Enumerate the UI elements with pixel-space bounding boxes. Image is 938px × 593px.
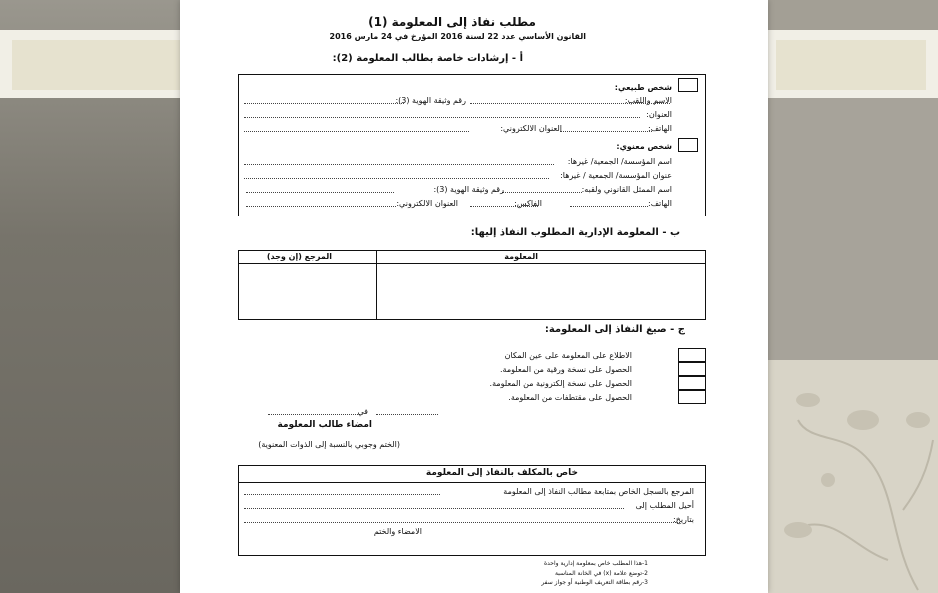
col-info-header: المعلومة [504, 252, 538, 261]
fax-label: الفاكس: [514, 199, 542, 208]
org-address-field[interactable] [244, 178, 549, 179]
officer-box-header-divider [238, 482, 706, 483]
name-field[interactable] [470, 103, 670, 104]
option-excerpts-label: الحصول على مقتطفات من المعلومة. [508, 393, 632, 402]
date-field[interactable] [244, 522, 680, 523]
forward-field[interactable] [244, 508, 624, 509]
org-name-field[interactable] [244, 164, 554, 165]
form-subtitle: القانون الأساسي عدد 22 لسنة 2016 المؤرخ في 24 مارس 2016 [329, 32, 586, 41]
info-cell[interactable] [377, 264, 705, 319]
org-address-label: عنوان المؤسسة/ الجمعية / غيرها: [560, 171, 672, 180]
phone2-field[interactable] [570, 206, 648, 207]
signature-in-label: في [357, 407, 368, 416]
signature-label: امضاء طالب المعلومة [277, 420, 372, 430]
email-field[interactable] [244, 131, 469, 132]
address-field[interactable] [244, 117, 640, 118]
form-page [180, 0, 768, 593]
signature-note: (الختم وجوبي بالنسبة إلى الذوات المعنوية) [258, 440, 400, 449]
fax-field[interactable] [470, 206, 538, 207]
option-paper-checkbox[interactable] [678, 362, 706, 376]
officer-box-header: خاص بالمكلف بالنفاذ إلى المعلومة [425, 468, 578, 478]
rep-name-field[interactable] [502, 192, 582, 193]
email-label: العنوان الالكتروني: [500, 124, 562, 133]
footnote-3: 3-رقم بطاقة التعريف الوطنية أو جواز سفر [541, 579, 648, 586]
option-onsite-label: الاطلاع على المعلومة على عين المكان [504, 351, 632, 360]
section-b-heading: ب - المعلومة الإدارية المطلوب النفاذ إليها: [470, 227, 680, 238]
option-electronic-label: الحصول على نسخة إلكترونية من المعلومة. [489, 379, 632, 388]
footnote-2: 2-توضع علامة (x) في الخانة المناسبة [554, 570, 648, 577]
rep-name-label: اسم الممثل القانوني ولقبه: [581, 185, 672, 194]
signature-date-field[interactable] [376, 414, 438, 415]
phone-field[interactable] [560, 131, 652, 132]
ref-cell[interactable] [239, 264, 375, 319]
floral-ornament-icon [768, 360, 938, 593]
id-field[interactable] [244, 103, 404, 104]
register-ref-field[interactable] [244, 494, 440, 495]
name-label: الاسم واللقب: [624, 96, 672, 105]
signature-place-field[interactable] [268, 414, 360, 415]
id-label: رقم وثيقة الهوية (3): [395, 96, 466, 105]
form-title: مطلب نفاذ إلى المعلومة (1) [368, 15, 536, 29]
phone2-label: الهاتف: [648, 199, 672, 208]
section-c-heading: ج - صيغ النفاذ إلى المعلومة: [544, 324, 685, 335]
legal-person-label: شخص معنوي: [616, 142, 672, 151]
email2-label: العنوان الالكتروني: [396, 199, 458, 208]
forward-label: أحيل المطلب إلى [635, 501, 694, 510]
email2-field[interactable] [246, 206, 396, 207]
legal-person-checkbox[interactable] [678, 138, 698, 152]
rep-id-label: رقم وثيقة الهوية (3): [433, 185, 504, 194]
natural-person-checkbox[interactable] [678, 78, 698, 92]
option-paper-label: الحصول على نسخة ورقية من المعلومة. [500, 365, 632, 374]
date-label: بتاريخ: [672, 515, 694, 524]
col-ref-header: المرجع (إن وجد) [266, 252, 332, 261]
register-ref-label: المرجع بالسجل الخاص بمتابعة مطالب النفاذ إلى المعلومة [503, 487, 694, 496]
sign-stamp-label: الامضاء والختم [373, 527, 422, 536]
officer-box [238, 465, 706, 556]
background-right-band-inner [776, 40, 926, 90]
footnote-1: 1-هذا المطلب خاص بمعلومة إدارية واحدة [544, 560, 648, 567]
section-a-heading: أ - إرشادات خاصة بطالب المعلومة (2): [332, 53, 523, 64]
background-right-mid [768, 98, 938, 360]
phone-label: الهاتف: [648, 124, 672, 133]
option-excerpts-checkbox[interactable] [678, 390, 706, 404]
background-band-inner [12, 40, 187, 90]
option-onsite-checkbox[interactable] [678, 348, 706, 362]
natural-person-label: شخص طبيعي: [614, 83, 672, 92]
option-electronic-checkbox[interactable] [678, 376, 706, 390]
address-label: العنوان: [646, 110, 672, 119]
org-name-label: اسم المؤسسة/ الجمعية/ غيرها: [567, 157, 672, 166]
background-right-top [768, 0, 938, 30]
rep-id-field[interactable] [246, 192, 394, 193]
